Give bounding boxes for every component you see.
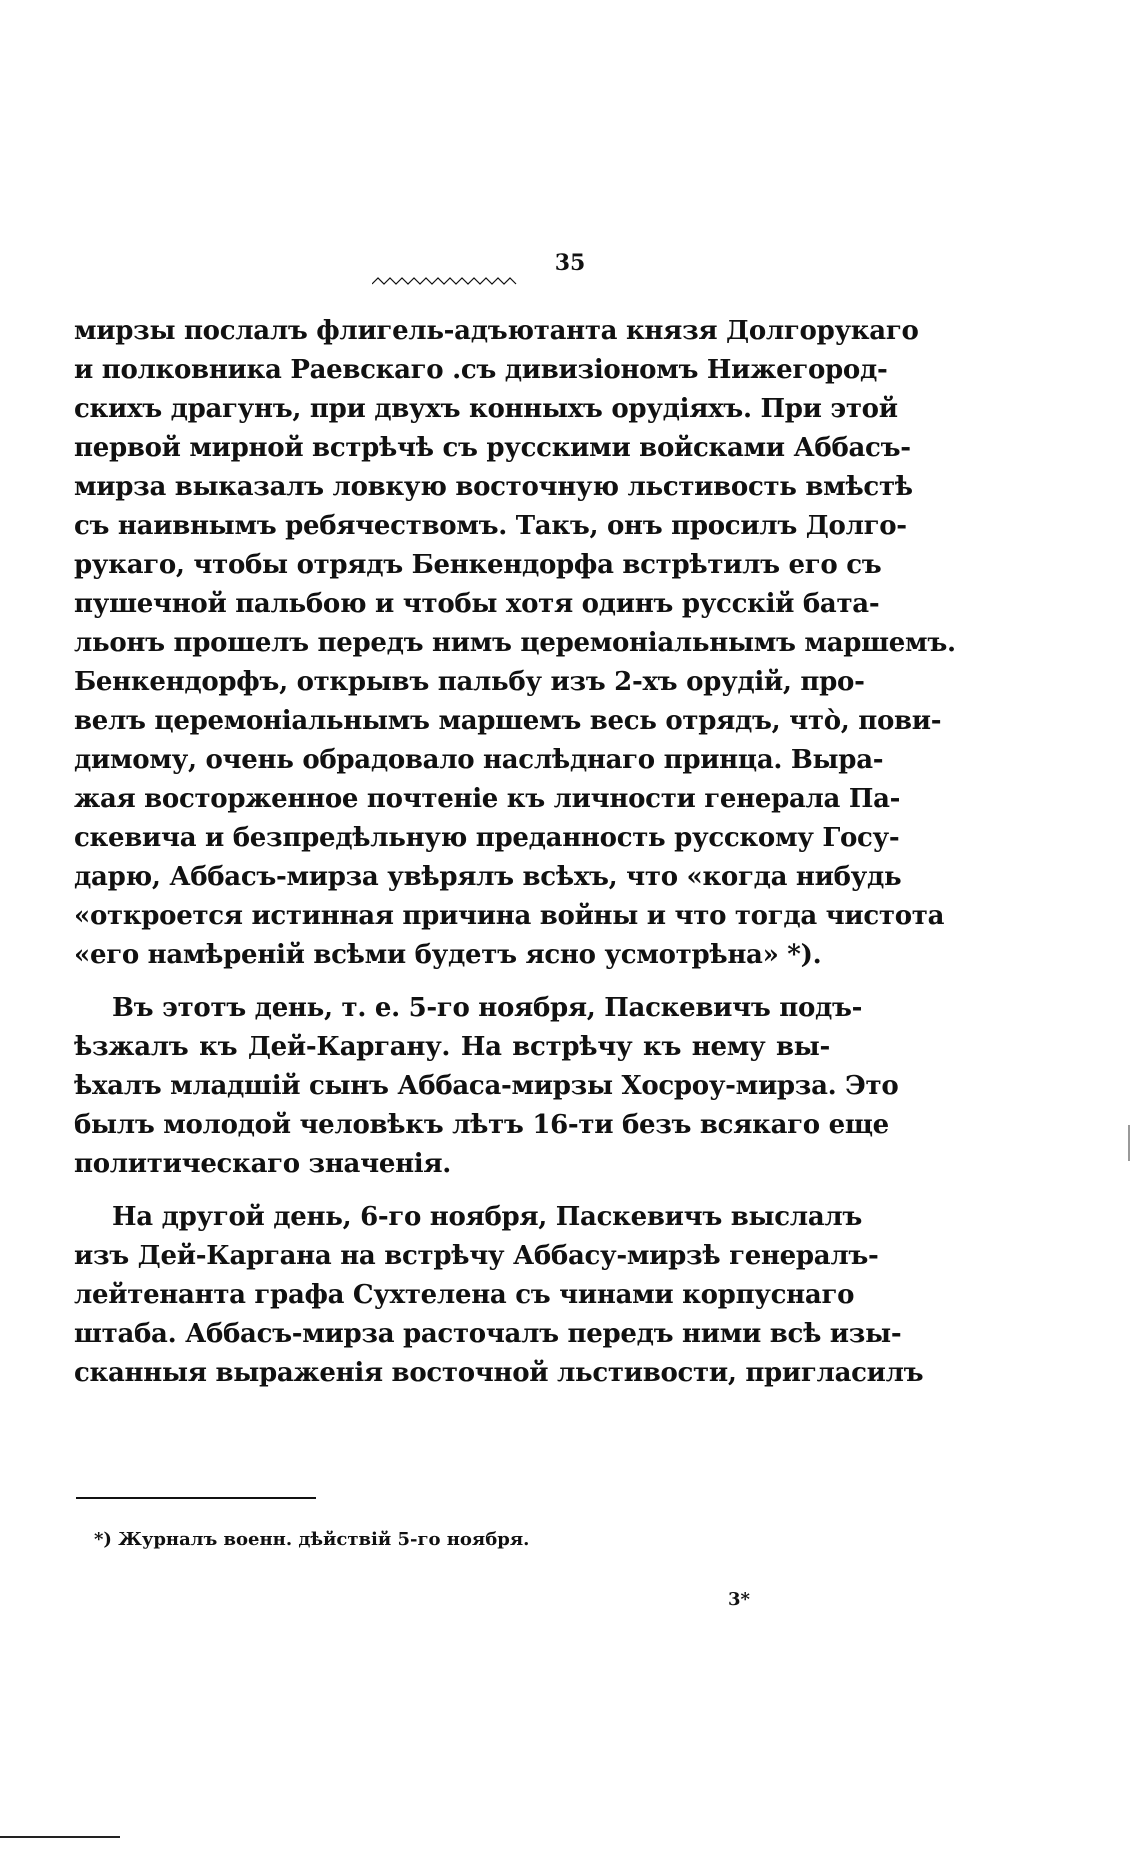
body-text <box>74 312 956 1393</box>
paragraph <box>74 312 956 975</box>
footnote-rule <box>76 1497 316 1499</box>
text-line: «его намѣренiй всѣми будетъ ясно усмотрѣна» *). <box>74 940 822 970</box>
text-line: На другой день, 6-го ноября, Паскевичъ выслалъ <box>112 1202 863 1232</box>
text-line: димому, очень обрадовало наслѣднаго принца. Выра- <box>74 745 884 775</box>
text-line: «откроется истинная причина войны и что тогда чистота <box>74 901 945 931</box>
text-line: ѣхалъ младшiй сынъ Аббаса-мирзы Хосроу-мирза. Это <box>74 1071 899 1101</box>
text-line: Бенкендорфъ, открывъ пальбу изъ 2-хъ орудiй, про- <box>74 667 865 697</box>
text-line: рукаго, чтобы отрядъ Бенкендорфа встрѣтилъ его съ <box>74 550 882 580</box>
page-number-ornament <box>372 276 518 286</box>
signature-mark: 3* <box>728 1589 750 1610</box>
text-line: ѣзжалъ къ Дей-Каргану. На встрѣчу къ нему вы- <box>74 1032 830 1062</box>
text-line: скихъ драгунъ, при двухъ конныхъ орудiяхъ. При этой <box>74 394 898 424</box>
text-line: мирзы послалъ флигель-адъютанта князя Долгорукаго <box>74 316 919 346</box>
ornament-zigzag <box>372 278 516 284</box>
paragraph <box>74 1198 924 1393</box>
text-line: скевича и безпредѣльную преданность русскому Госу- <box>74 823 900 853</box>
text-line: Въ этотъ день, т. е. 5-го ноября, Паскевичъ подъ- <box>112 993 863 1023</box>
text-line: жая восторженное почтенiе къ личности генерала Па- <box>74 784 901 814</box>
text-line: льонъ прошелъ передъ нимъ церемонiальнымъ маршемъ. <box>74 628 956 658</box>
text-line: велъ церемонiальнымъ маршемъ весь отрядъ, что̀, пови- <box>74 706 942 736</box>
page-number: 35 <box>554 250 586 276</box>
text-line: съ наивнымъ ребячествомъ. Такъ, онъ просилъ Долго- <box>74 511 907 541</box>
text-line: былъ молодой человѣкъ лѣтъ 16-ти безъ всякаго еще <box>74 1110 889 1140</box>
scan-edge-mark-bottom <box>0 1836 120 1838</box>
text-line: лейтенанта графа Сухтелена съ чинами корпуснаго <box>74 1280 855 1310</box>
text-line: и полковника Раевскаго .съ дивизiономъ Нижегород- <box>74 355 888 385</box>
text-line: штаба. Аббасъ-мирза расточалъ передъ ними всѣ изы- <box>74 1319 902 1349</box>
paragraph <box>74 989 899 1184</box>
paragraph-gap <box>74 1184 830 1198</box>
text-line: первой мирной встрѣчѣ съ русскими войсками Аббасъ- <box>74 433 911 463</box>
text-line: мирза выказалъ ловкую восточную льстивость вмѣстѣ <box>74 472 913 502</box>
scan-edge-mark-right <box>1128 1125 1130 1161</box>
text-line: изъ Дей-Каргана на встрѣчу Аббасу-мирзѣ генералъ- <box>74 1241 879 1271</box>
footnote: *) Журналъ военн. дѣйствiй 5-го ноября. <box>94 1529 530 1550</box>
text-line: дарю, Аббасъ-мирза увѣрялъ всѣхъ, что «когда нибудь <box>74 862 902 892</box>
text-line: пушечной пальбою и чтобы хотя одинъ русскiй бата- <box>74 589 880 619</box>
text-line: сканныя выраженiя восточной льстивости, пригласилъ <box>74 1358 924 1388</box>
text-line: политическаго значенiя. <box>74 1149 452 1179</box>
paragraph-gap <box>74 975 830 989</box>
